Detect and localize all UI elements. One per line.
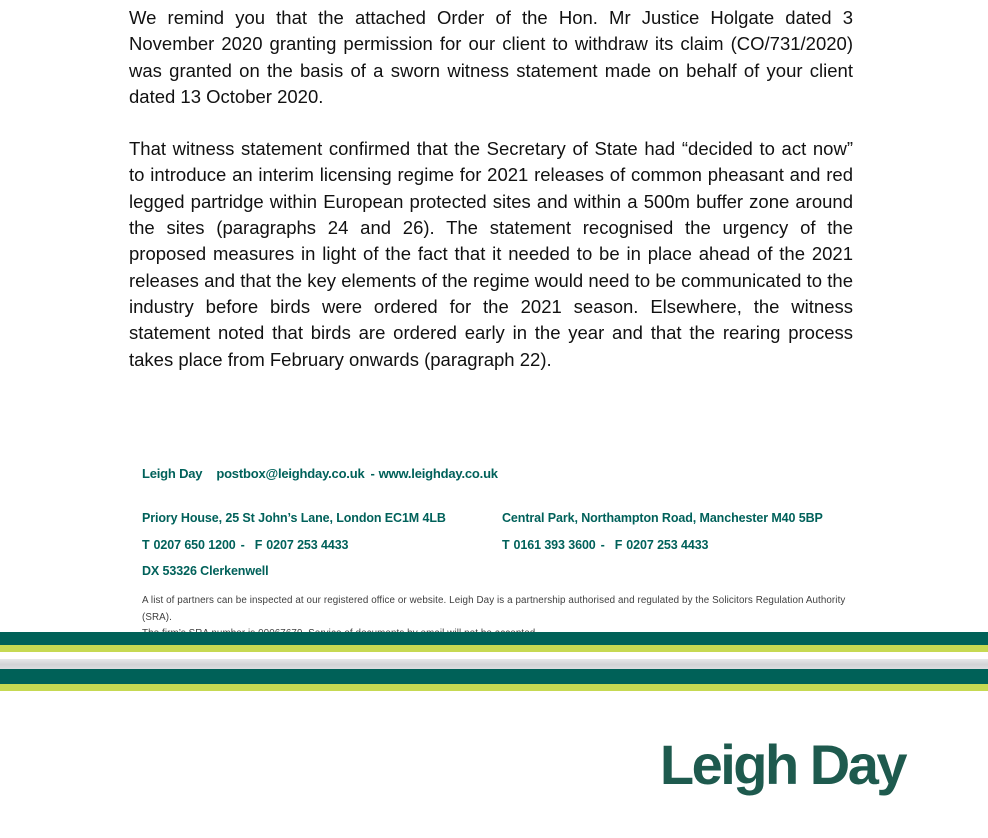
manchester-fax-number: 0207 253 4433	[626, 537, 709, 552]
letter-body	[129, 5, 853, 399]
london-tel-number: 0207 650 1200	[153, 537, 236, 552]
brand-stripe-teal-bottom	[0, 669, 988, 684]
paragraph-witness-statement: That witness statement confirmed that the Secretary of State had “decided to act now” to introduce an interim licensing regime for 2021 releases of common pheasant and red legged partridge within European protected sites and within a 500m buffer zone around the sites (paragraphs 24 and 26). The statement recognised the urgency of the proposed measures in light of the fact that it needed to be in place ahead of the 2021 releases and that the key elements of the regime would need to be communicated to the industry before birds were ordered for the 2021 season. Elsewhere, the witness statement noted that birds are ordered early in the year and that the rearing process takes place from February onwards (paragraph 22).	[129, 138, 853, 370]
footer-contact-line	[142, 466, 498, 481]
brand-stripe-gray	[0, 659, 988, 669]
manchester-phone-line	[502, 532, 823, 559]
manchester-fax-label: F	[614, 537, 623, 552]
brand-stripe-lime-top	[0, 645, 988, 652]
firm-name: Leigh Day	[142, 466, 203, 481]
brand-stripe-lime-bottom	[0, 684, 988, 691]
london-phone-dash: -	[240, 537, 245, 552]
london-fax-number: 0207 253 4433	[266, 537, 349, 552]
manchester-address: Central Park, Northampton Road, Manchester M40 5BP	[502, 511, 823, 525]
office-london	[142, 505, 446, 585]
london-tel-label: T	[142, 537, 150, 552]
disclaimer-line-1: A list of partners can be inspected at our registered office or website. Leigh Day is a partnership authorised and regulated by the Solicitors Regulation Authority (SRA).	[142, 595, 846, 623]
manchester-tel-number: 0161 393 3600	[513, 537, 596, 552]
london-address: Priory House, 25 St John’s Lane, London EC1M 4LB	[142, 511, 446, 525]
office-manchester	[502, 505, 823, 558]
paragraph-order-reminder: We remind you that the attached Order of the Hon. Mr Justice Holgate dated 3 November 2020 granting permission for our client to withdraw its claim (CO/731/2020) was granted on the basis of a sworn witness statement made on behalf of your client dated 13 October 2020.	[129, 7, 853, 107]
website-address: www.leighday.co.uk	[378, 466, 498, 481]
brand-stripe-teal-top	[0, 632, 988, 645]
london-phone-line	[142, 532, 446, 559]
manchester-tel-label: T	[502, 537, 510, 552]
leigh-day-logo: Leigh Day	[659, 733, 905, 796]
email-address: postbox@leighday.co.uk	[216, 466, 365, 481]
london-dx: DX 53326 Clerkenwell	[142, 564, 269, 578]
london-fax-label: F	[254, 537, 263, 552]
manchester-phone-dash: -	[600, 537, 605, 552]
contact-separator: -	[370, 466, 375, 481]
